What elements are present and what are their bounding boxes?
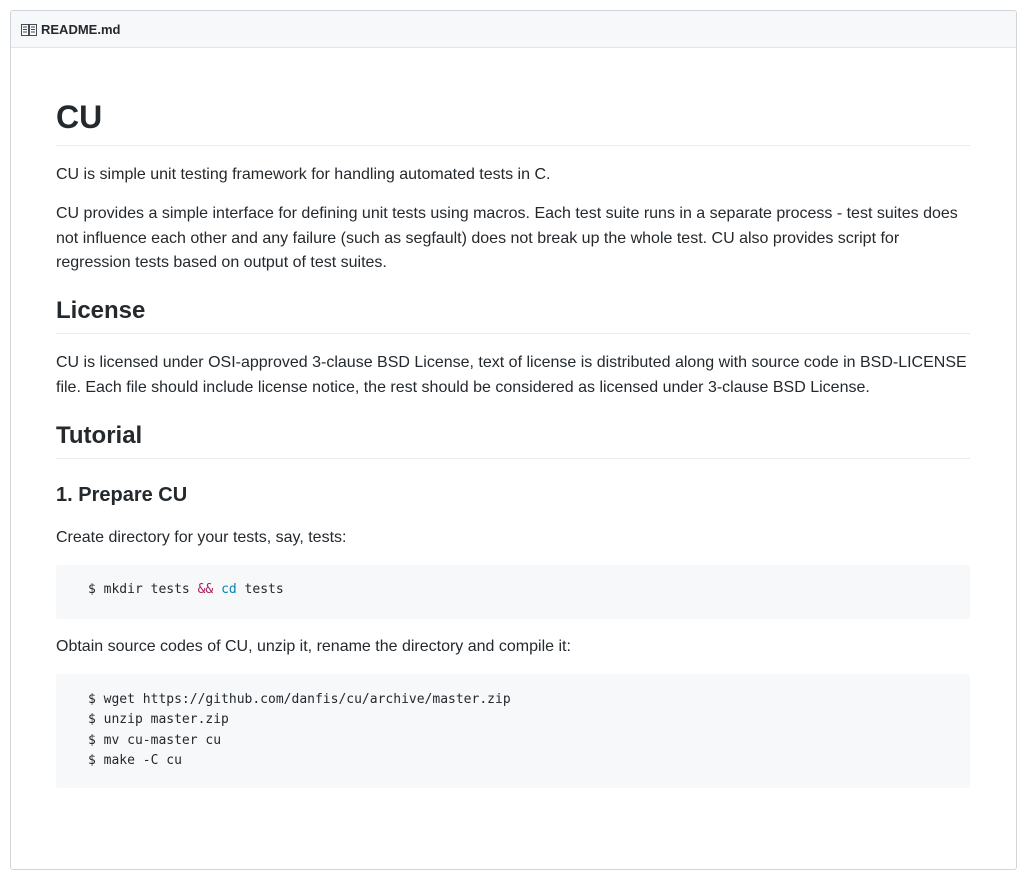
step1-paragraph: Create directory for your tests, say, tests: — [56, 528, 347, 546]
code-line: $ unzip master.zip — [88, 712, 229, 728]
license-paragraph: CU is licensed under OSI-approved 3-clause BSD License, text of license is distributed along with source code in BSD-LICENSE file. Each file should include license notice, the rest should be considered as licensed under 3-clause BSD License. — [56, 354, 967, 396]
code-operator: && — [197, 581, 214, 597]
code-line: $ wget https://github.com/danfis/cu/archive/master.zip — [88, 691, 511, 707]
step1-heading: 1. Prepare CU — [56, 483, 188, 506]
code-space — [213, 582, 221, 597]
code-line: $ mv cu-master cu — [88, 732, 222, 748]
code-builtin: cd — [221, 581, 237, 597]
description-paragraph: CU provides a simple interface for defining unit tests using macros. Each test suite runs in a separate process - test suites does not influence each other and any failure (such as segfault) does not break up the whole test. CU also provides script for regression tests based on output of test suites. — [56, 204, 958, 272]
code-text: $ mkdir tests — [88, 581, 198, 597]
tutorial-heading: Tutorial — [56, 421, 970, 459]
readme-header — [11, 11, 1016, 48]
code-block-mkdir[interactable] — [56, 565, 970, 620]
code-block-build[interactable] — [56, 674, 970, 788]
code-text: tests — [236, 581, 284, 597]
intro-paragraph: CU is simple unit testing framework for handling automated tests in C. — [56, 166, 551, 183]
page-title: CU — [56, 97, 970, 146]
readme-filename[interactable]: README.md — [41, 21, 121, 37]
book-icon — [21, 23, 37, 35]
markdown-body — [56, 49, 970, 788]
readme-container — [10, 10, 1017, 870]
license-heading: License — [56, 296, 970, 334]
step1-paragraph-2: Obtain source codes of CU, unzip it, rename the directory and compile it: — [56, 638, 571, 656]
code-line: $ make -C cu — [88, 753, 182, 769]
code-line — [88, 580, 938, 601]
